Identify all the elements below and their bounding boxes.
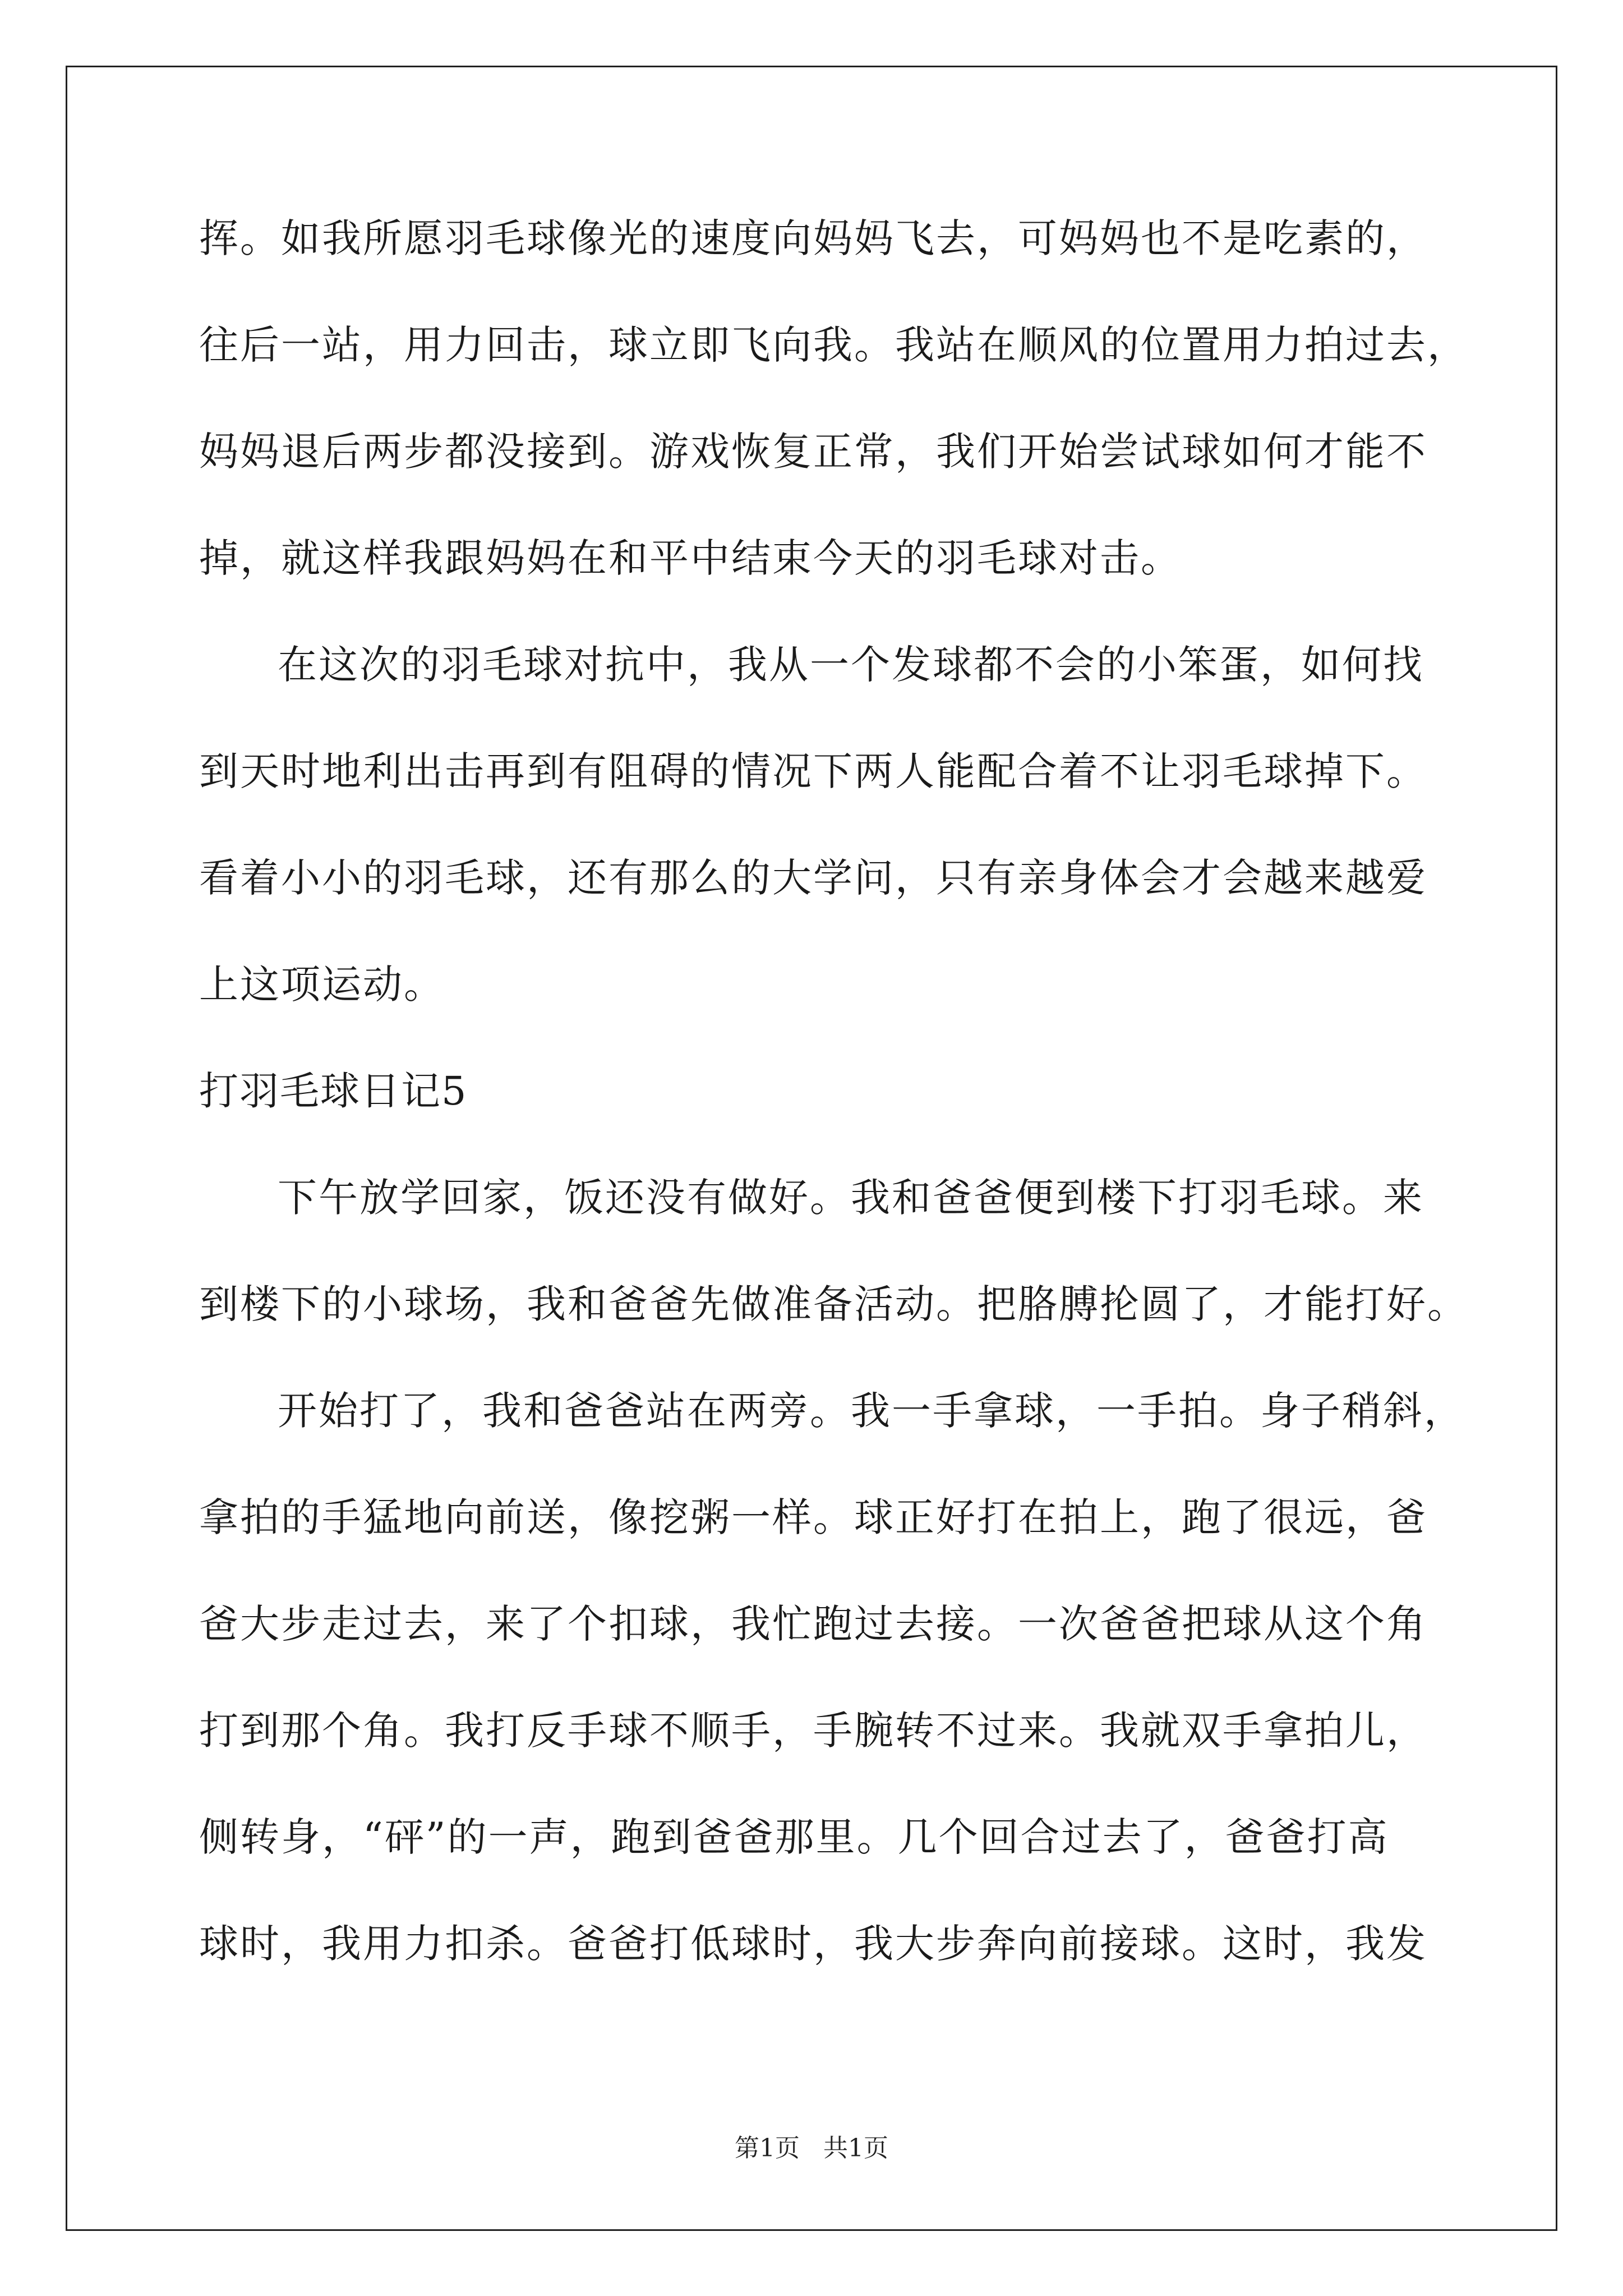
text-line: 球时，我用力扣杀。爸爸打低球时，我大步奔向前接球。这时，我发 [199, 1921, 1427, 1967]
text-line: 看着小小的羽毛球，还有那么的大学问，只有亲身体会才会越来越爱 [199, 855, 1427, 901]
paragraph-first-line: 下午放学回家，饭还没有做好。我和爸爸便到楼下打羽毛球。来 [278, 1175, 1424, 1221]
text-line: 往后一站，用力回击，球立即飞向我。我站在顺风的位置用力拍过去， [199, 322, 1468, 368]
section-heading: 打羽毛球日记5 [199, 1068, 468, 1114]
paragraph-first-line: 开始打了，我和爸爸站在两旁。我一手拿球，一手拍。身子稍斜， [278, 1388, 1465, 1434]
paragraph-first-line: 在这次的羽毛球对抗中，我从一个发球都不会的小笨蛋，如何找 [278, 642, 1424, 688]
text-line: 打到那个角。我打反手球不顺手，手腕转不过来。我就双手拿拍儿， [199, 1708, 1427, 1754]
text-line: 爸大步走过去，来了个扣球，我忙跑过去接。一次爸爸把球从这个角 [199, 1601, 1427, 1647]
text-line: 到天时地利出击再到有阻碍的情况下两人能配合着不让羽毛球掉下。 [199, 748, 1427, 794]
page-total: 共1页 [823, 2134, 888, 2162]
text-line: 挥。如我所愿羽毛球像光的速度向妈妈飞去，可妈妈也不是吃素的， [199, 215, 1427, 261]
page-number: 第1页 [735, 2134, 800, 2162]
document-body [199, 185, 1468, 1997]
page-footer [0, 2132, 1623, 2165]
text-line: 妈妈退后两步都没接到。游戏恢复正常，我们开始尝试球如何才能不 [199, 429, 1427, 475]
text-line: 拿拍的手猛地向前送，像挖粥一样。球正好打在拍上，跑了很远，爸 [199, 1494, 1427, 1540]
text-line: 掉，就这样我跟妈妈在和平中结束今天的羽毛球对击。 [199, 535, 1182, 581]
text-line: 侧转身，“砰”的一声，跑到爸爸那里。几个回合过去了，爸爸打高 [199, 1814, 1389, 1860]
text-line: 上这项运动。 [199, 961, 445, 1007]
text-line: 到楼下的小球场，我和爸爸先做准备活动。把胳膊抡圆了，才能打好。 [199, 1281, 1468, 1327]
